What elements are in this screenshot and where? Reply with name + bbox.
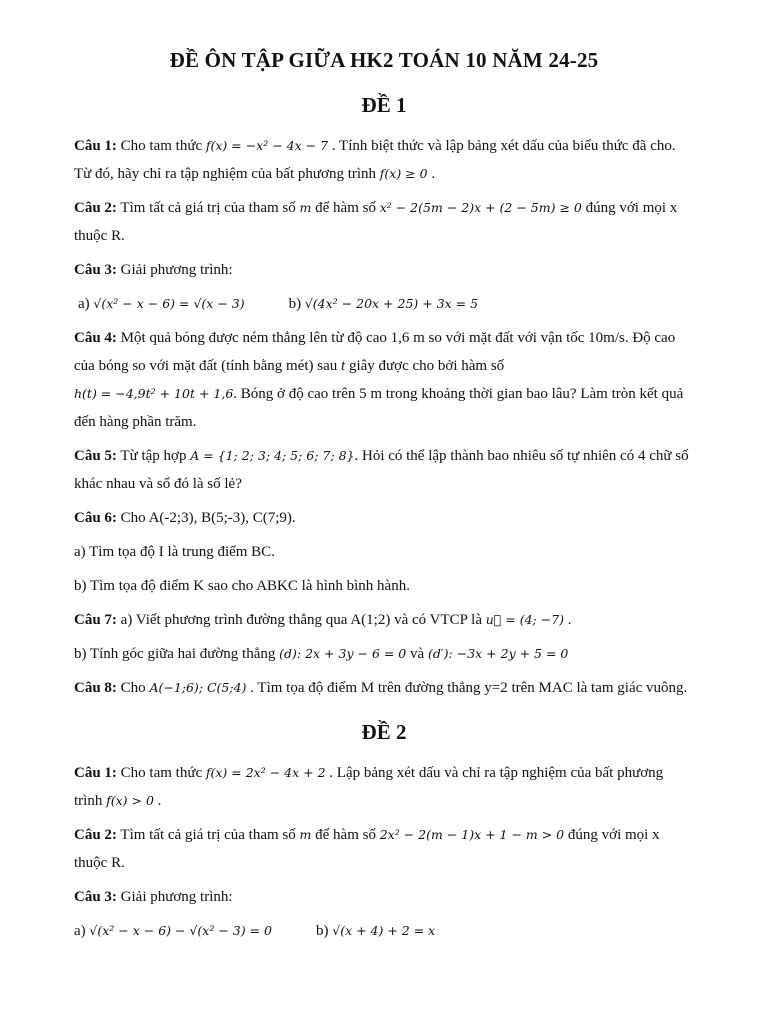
question-4 xyxy=(74,324,694,436)
section-heading-de1: ĐỀ 1 xyxy=(361,93,407,117)
question-6-part-b: b) Tìm tọa độ điểm K sao cho ABKC là hình bình hành. xyxy=(74,578,410,594)
question-text: đúng với mọi x thuộc R. xyxy=(74,200,678,244)
question-7 xyxy=(74,606,694,634)
math-expression: f(x) = 2x² − 4x + 2 xyxy=(205,765,326,780)
question-label: Câu 5: xyxy=(74,448,117,464)
question-label: Câu 1: xyxy=(74,765,117,781)
question-8 xyxy=(74,674,694,702)
question-5 xyxy=(74,442,694,498)
math-expression: m xyxy=(299,200,312,215)
question-text: Cho A(-2;3), B(5;-3), C(7;9). xyxy=(116,510,296,526)
question-label: Câu 6: xyxy=(74,510,117,526)
question-text: Giải phương trình: xyxy=(116,889,233,905)
math-expression: f(x) > 0 xyxy=(106,793,154,808)
question-text: . xyxy=(564,612,572,628)
math-expression: f(x) ≥ 0 xyxy=(379,166,428,181)
question-label: Câu 2: xyxy=(74,827,117,843)
question-text: giây được cho bởi hàm số xyxy=(345,358,505,374)
question-text: Giải phương trình: xyxy=(116,262,233,278)
math-expression: √(4x² − 20x + 25) + 3x = 5 xyxy=(304,296,479,311)
section-heading-de2: ĐỀ 2 xyxy=(361,720,407,744)
question-text: Từ tập hợp xyxy=(116,448,191,464)
question-3-parts xyxy=(78,290,694,318)
question-1 xyxy=(74,132,694,188)
question-1 xyxy=(74,759,694,815)
question-text: để hàm số xyxy=(311,827,380,843)
question-text: Cho tam thức xyxy=(116,138,206,154)
question-label: Câu 3: xyxy=(74,262,117,278)
part-label: b) xyxy=(315,923,333,939)
question-text: . Lập bảng xét dấu và chỉ ra tập nghiệm của bất phương trình xyxy=(74,765,664,809)
document-title: ĐỀ ÔN TẬP GIỮA HK2 TOÁN 10 NĂM 24-25 xyxy=(169,48,599,72)
math-variable: t xyxy=(341,358,346,374)
math-expression: h(t) = −4,9t² + 10t + 1,6 xyxy=(74,386,234,401)
question-text: . xyxy=(153,793,162,809)
math-expression: (d′): −3x + 2y + 5 = 0 xyxy=(427,646,569,661)
question-text: a) Viết phương trình đường thẳng qua A(1;2) và có VTCP là xyxy=(116,612,486,628)
question-6 xyxy=(74,504,694,532)
question-text: Tìm tất cả giá trị của tham số xyxy=(116,200,300,216)
question-2 xyxy=(74,194,694,250)
question-label: Câu 8: xyxy=(74,680,117,696)
question-text: . Hỏi có thể lập thành bao nhiêu số tự nhiên có 4 chữ số khác nhau và số đó là số lẻ? xyxy=(74,448,689,492)
question-text: Một quả bóng được ném thẳng lên từ độ cao 1,6 m so với mặt đất với vận tốc 10m/s. Độ cao của bóng so với mặt đất (tính bằng mét) sau xyxy=(74,330,676,374)
question-label: Câu 2: xyxy=(74,200,117,216)
part-label: a) xyxy=(74,923,90,939)
question-text: . Tính biệt thức và lập bảng xét dấu của biểu thức đã cho. Từ đó, hãy chỉ ra tập nghiệm của bất phương trình xyxy=(74,138,676,182)
question-3-parts xyxy=(74,917,694,945)
question-label: Câu 4: xyxy=(74,330,117,346)
question-2 xyxy=(74,821,694,877)
math-expression: √(x + 4) + 2 = x xyxy=(332,923,436,938)
math-expression: √(x² − x − 6) = √(x − 3) xyxy=(93,296,245,311)
question-text: và xyxy=(406,646,428,662)
question-label: Câu 7: xyxy=(74,612,117,628)
question-text: Cho xyxy=(116,680,150,696)
question-text: . xyxy=(427,166,436,182)
math-expression: 2x² − 2(m − 1)x + 1 − m > 0 xyxy=(379,827,565,842)
question-3 xyxy=(74,883,694,911)
question-6-part-a: a) Tìm tọa độ I là trung điểm BC. xyxy=(74,544,275,560)
math-expression: A = {1; 2; 3; 4; 5; 6; 7; 8} xyxy=(190,448,355,463)
math-expression: √(x² − x − 6) − √(x² − 3) = 0 xyxy=(89,923,272,938)
question-label: Câu 1: xyxy=(74,138,117,154)
question-text: Cho tam thức xyxy=(116,765,206,781)
math-expression: f(x) = −x² − 4x − 7 xyxy=(205,138,329,153)
question-text: b) Tính góc giữa hai đường thẳng xyxy=(74,646,280,662)
math-expression: x² − 2(5m − 2)x + (2 − 5m) ≥ 0 xyxy=(379,200,582,215)
question-text: để hàm số xyxy=(311,200,380,216)
question-3 xyxy=(74,256,694,284)
part-label: b) xyxy=(288,296,305,312)
math-expression: u⃗ = (4; −7) xyxy=(485,612,565,627)
part-label: a) xyxy=(78,296,94,312)
math-expression: m xyxy=(299,827,312,842)
question-text: đúng với mọi x thuộc R. xyxy=(74,827,660,871)
question-label: Câu 3: xyxy=(74,889,117,905)
question-text: Tìm tất cả giá trị của tham số xyxy=(116,827,300,843)
math-expression: (d): 2x + 3y − 6 = 0 xyxy=(279,646,407,661)
math-expression: A(−1;6); C(5;4) xyxy=(149,680,247,695)
question-7-part-b xyxy=(74,640,694,668)
question-text: . Tìm tọa độ điểm M trên đường thẳng y=2 trên MAC là tam giác vuông. xyxy=(246,680,688,696)
question-text: . Bóng ở độ cao trên 5 m trong khoảng thời gian bao lâu? Làm tròn kết quả đến hàng phần trăm. xyxy=(74,386,684,430)
